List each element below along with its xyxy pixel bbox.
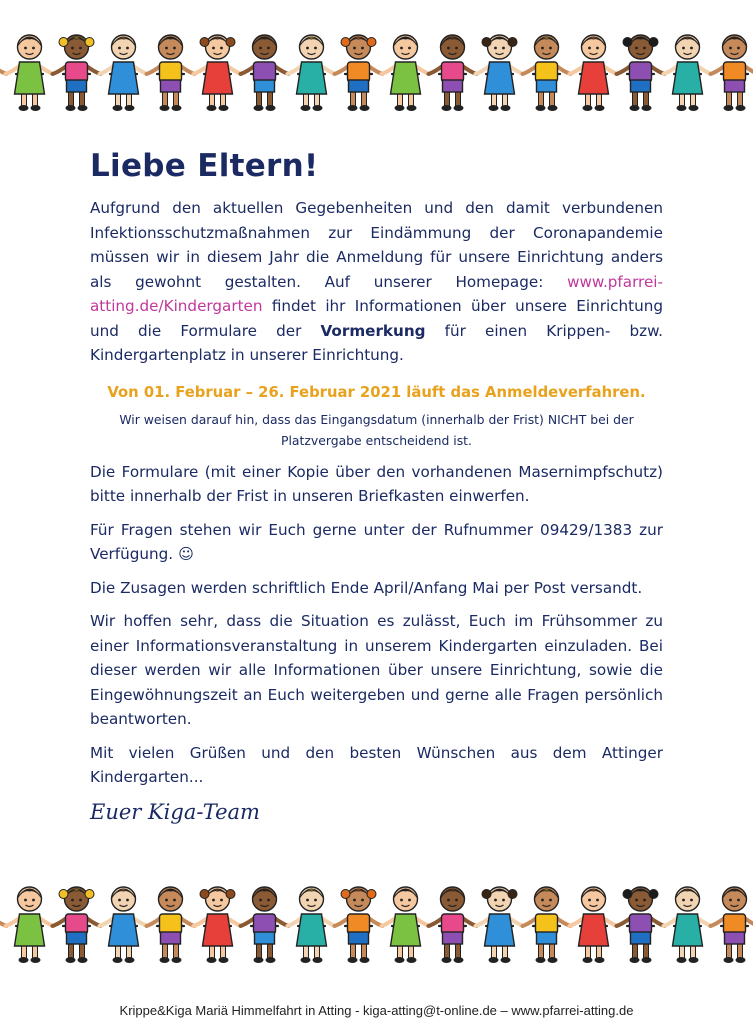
- child-figure: [476, 887, 524, 963]
- child-figure: [617, 35, 665, 111]
- child-figure: [288, 35, 336, 111]
- child-figure: [429, 887, 477, 963]
- children-holding-hands-illustration: [0, 24, 753, 116]
- child-figure: [6, 35, 54, 111]
- children-border-bottom: [0, 876, 753, 968]
- children-holding-hands-illustration: [0, 876, 753, 968]
- paragraph-questions: Für Fragen stehen wir Euch gerne unter der Rufnummer 09429/1383 zur Verfügung. ☺: [90, 520, 663, 563]
- child-figure: [523, 887, 571, 963]
- paragraph-confirmation: Die Zusagen werden schriftlich Ende April/Anfang Mai per Post versandt.: [90, 578, 643, 597]
- intro-text-1: Aufgrund den aktuellen Gegebenheiten und den damit verbundenen Infektionsschutzmaßnahmen zur Eindämmung der Coronapandemie müssen wir in diesem Jahr die Anmeldung für unsere Einrichtung anders als gewohnt gestalten. Auf unserer Homepage:: [90, 199, 663, 291]
- letter-body: [90, 148, 663, 824]
- child-figure: [100, 887, 148, 963]
- intro-bold-word: Vormerkung: [320, 321, 426, 340]
- child-figure: [570, 35, 618, 111]
- child-figure: [288, 887, 336, 963]
- child-figure: [382, 35, 430, 111]
- child-figure: [194, 35, 242, 111]
- date-notice: Wir weisen darauf hin, dass das Eingangsdatum (innerhalb der Frist) NICHT bei der Platzvergabe entscheidend ist.: [119, 411, 634, 448]
- page-title: Liebe Eltern!: [90, 148, 319, 184]
- child-figure: [100, 35, 148, 111]
- children-border-top: [0, 24, 753, 116]
- child-figure: [382, 887, 430, 963]
- paragraph-info-event: Wir hoffen sehr, dass die Situation es zulässt, Euch im Frühsommer zu einer Informationsveranstaltung in unserem Kindergarten einzuladen. Bei dieser werden wir alle Informationen über unsere Einrichtung, sowie die Eingewöhnungszeit an Euch weitergeben und gerne alle Fragen persönlich beantworten.: [90, 612, 663, 728]
- child-figure: [335, 887, 383, 963]
- signature: Euer Kiga-Team: [90, 799, 260, 824]
- child-figure: [664, 35, 712, 111]
- child-figure: [664, 887, 712, 963]
- paragraph-greeting: Mit vielen Grüßen und den besten Wünschen aus dem Attinger Kindergarten...: [90, 743, 663, 786]
- registration-period: Von 01. Februar – 26. Februar 2021 läuft das Anmeldeverfahren.: [107, 383, 646, 401]
- child-figure: [523, 35, 571, 111]
- paragraph-forms: Die Formulare (mit einer Kopie über den vorhandenen Masernimpfschutz) bitte innerhalb der Frist in unseren Briefkasten einwerfen.: [90, 462, 663, 505]
- child-figure: [241, 35, 289, 111]
- child-figure: [147, 887, 195, 963]
- child-figure: [429, 35, 477, 111]
- child-figure: [570, 887, 618, 963]
- intro-text-2: findet ihr Informationen über unsere Einrichtung und die Formulare der: [90, 297, 663, 340]
- child-figure: [147, 35, 195, 111]
- homepage-link[interactable]: www.pfarrei-atting.de/Kindergarten: [90, 272, 663, 315]
- footer-contact: Krippe&Kiga Mariä Himmelfahrt in Atting - kiga-atting@t-online.de – www.pfarrei-atting.de: [119, 1003, 634, 1018]
- child-figure: [617, 887, 665, 963]
- child-figure: [53, 35, 101, 111]
- intro-paragraph: [90, 196, 663, 368]
- intro-text-3: für einen Krippen- bzw. Kindergartenplatz in unserer Einrichtung.: [90, 321, 663, 364]
- child-figure: [241, 887, 289, 963]
- child-figure: [6, 887, 54, 963]
- child-figure: [53, 887, 101, 963]
- child-figure: [194, 887, 242, 963]
- child-figure: [476, 35, 524, 111]
- child-figure: [335, 35, 383, 111]
